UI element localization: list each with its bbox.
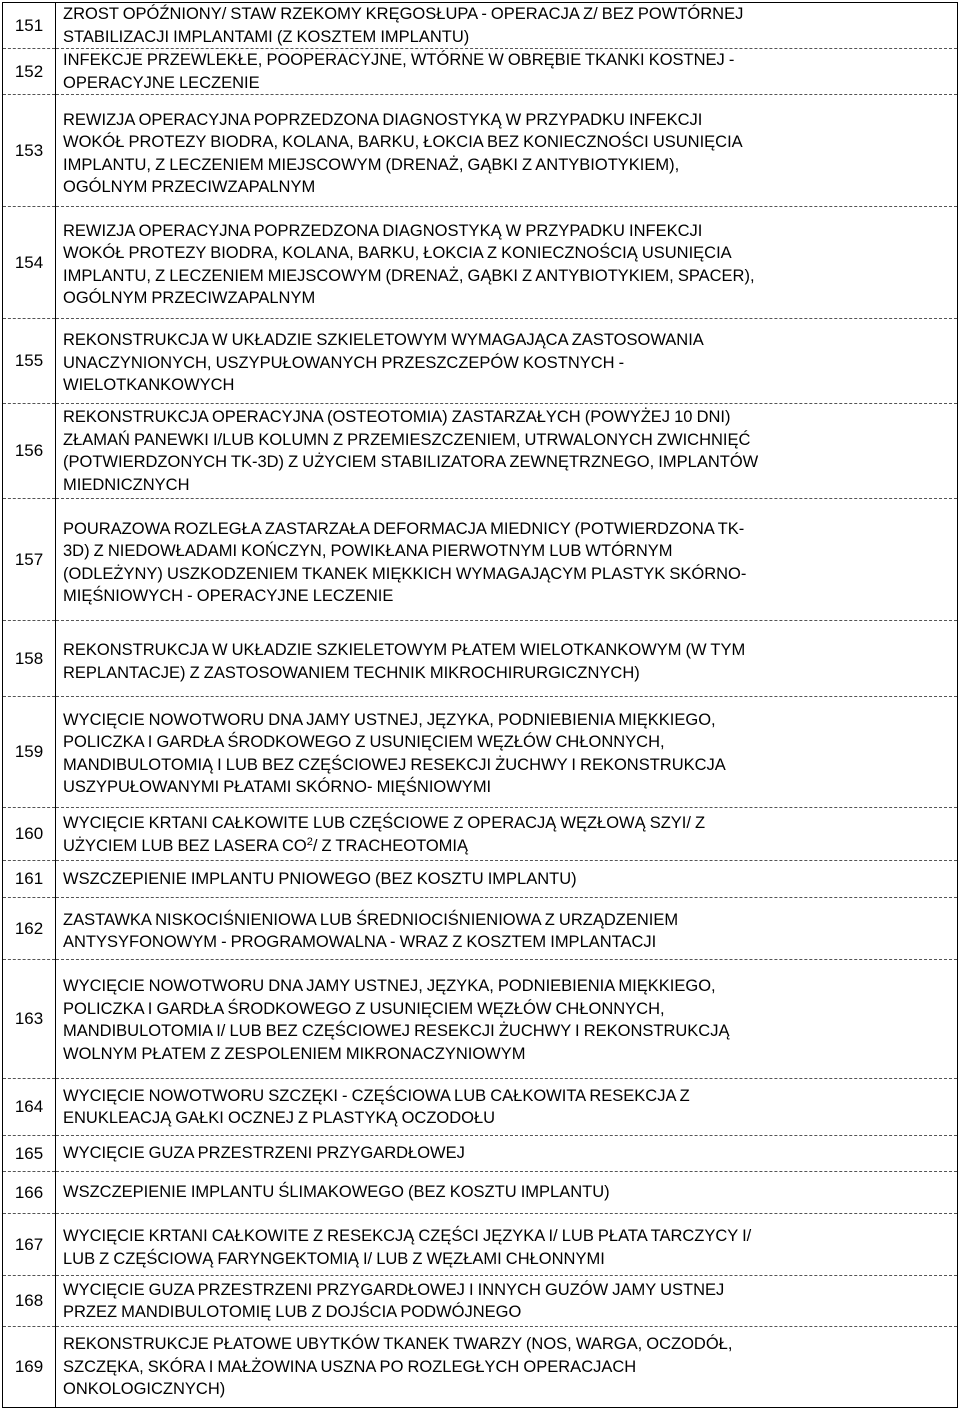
description-line	[63, 329, 953, 352]
row-number: 158	[3, 621, 56, 697]
description-line	[63, 406, 953, 429]
description-line-text: MIEDNICZNYCH	[63, 475, 190, 494]
description-line-text: REWIZJA OPERACYJNA POPRZEDZONA DIAGNOSTYKĄ W PRZYPADKU INFEKCJI	[63, 110, 703, 129]
description-line	[63, 1085, 953, 1108]
description-line	[63, 639, 953, 662]
description-line-text: INFEKCJE PRZEWLEKŁE, POOPERACYJNE, WTÓRNE W OBRĘBIE TKANKI KOSTNEJ -	[63, 51, 735, 69]
description-line	[63, 1107, 953, 1130]
superscript: 2	[306, 835, 313, 848]
description-line-text: WSZCZEPIENIE IMPLANTU PNIOWEGO (BEZ KOSZTU IMPLANTU)	[63, 869, 577, 888]
row-number: 156	[3, 404, 56, 499]
description-line-text: MANDIBULOTOMIA I/ LUB BEZ CZĘŚCIOWEJ RESEKCJI ŻUCHWY I REKONSTRUKCJĄ	[63, 1022, 730, 1040]
description-line-text: WOLNYM PŁATEM Z ZESPOLENIEM MIKRONACZYNIOWYM	[63, 1044, 526, 1063]
description-line-text: POLICZKA I GARDŁA ŚRODKOWEGO Z USUNIĘCIEM WĘZŁÓW CHŁONNYCH,	[63, 733, 665, 751]
description-line	[63, 1279, 953, 1302]
table-row	[3, 621, 958, 697]
table-row	[3, 1276, 958, 1327]
description-line-text: OGÓLNYM PRZECIWZAPALNYM	[63, 289, 316, 307]
description-line	[63, 776, 953, 799]
description-line-text: WYCIĘCIE GUZA PRZESTRZENI PRZYGARDŁOWEJ I INNYCH GUZÓW JAMY USTNEJ	[63, 1280, 725, 1299]
procedure-description	[56, 3, 958, 49]
description-line	[63, 1225, 953, 1248]
description-line-text: STABILIZACJI IMPLANTAMI (Z KOSZTEM IMPLANTU)	[63, 27, 470, 46]
description-line	[63, 1248, 953, 1271]
table-row	[3, 808, 958, 861]
procedure-description	[56, 898, 958, 960]
table-row	[3, 1136, 958, 1172]
description-line	[63, 662, 953, 685]
table-row	[3, 1327, 958, 1408]
description-line	[63, 1356, 953, 1379]
table-row	[3, 898, 958, 960]
description-line-text: UŻYCIEM LUB BEZ LASERA CO	[63, 836, 307, 855]
description-line-text: ZROST OPÓŹNIONY/ STAW RZEKOMY KRĘGOSŁUPA - OPERACJA Z/ BEZ POWTÓRNEJ	[63, 5, 744, 23]
table-row	[3, 207, 958, 319]
table-row	[3, 499, 958, 621]
description-line-text: IMPLANTU, Z LECZENIEM MIEJSCOWYM (DRENAŻ, GĄBKI Z ANTYBIOTYKIEM),	[63, 155, 680, 174]
description-line-text: SZCZĘKA, SKÓRA I MAŁŻOWINA USZNA PO ROZLEGŁYCH OPERACJACH	[63, 1357, 637, 1376]
description-line	[63, 265, 953, 288]
description-line	[63, 540, 953, 563]
procedure-description	[56, 861, 958, 898]
description-line-text: ENUKLEACJĄ GAŁKI OCZNEJ Z PLASTYKĄ OCZODOŁU	[63, 1109, 496, 1127]
description-line-text: WYCIĘCIE NOWOTWORU SZCZĘKI - CZĘŚCIOWA LUB CAŁKOWITA RESEKCJA Z	[63, 1086, 690, 1105]
description-line-text: REKONSTRUKCJA OPERACYJNA (OSTEOTOMIA) ZASTARZAŁYCH (POWYŻEJ 10 DNI)	[63, 408, 731, 426]
description-line-text: USZYPUŁOWANYMI PŁATAMI SKÓRNO- MIĘŚNIOWYMI	[63, 778, 492, 796]
description-line	[63, 109, 953, 132]
description-line-text: UNACZYNIONYCH, USZYPUŁOWANYCH PRZESZCZEPÓW KOSTNYCH -	[63, 353, 625, 372]
row-number: 164	[3, 1079, 56, 1136]
description-line-text: 3D) Z NIEDOWŁADAMI KOŃCZYN, POWIKŁANA PIERWOTNYM LUB WTÓRNYM	[63, 542, 673, 560]
procedure-description	[56, 499, 958, 621]
description-line	[63, 754, 953, 777]
procedure-description	[56, 808, 958, 861]
procedure-description	[56, 319, 958, 404]
description-line-text: REKONSTRUKCJA W UKŁADZIE SZKIELETOWYM PŁATEM WIELOTKANKOWYM (W TYM	[63, 641, 746, 659]
description-line	[63, 154, 953, 177]
description-line-text: (POTWIERDZONYCH TK-3D) Z UŻYCIEM STABILIZATORA ZEWNĘTRZNEGO, IMPLANTÓW	[63, 453, 759, 471]
description-line	[63, 518, 953, 541]
description-line-text: REWIZJA OPERACYJNA POPRZEDZONA DIAGNOSTYKĄ W PRZYPADKU INFEKCJI	[63, 221, 703, 240]
description-line	[63, 451, 953, 474]
procedure-description	[56, 95, 958, 207]
description-line	[63, 975, 953, 998]
row-number: 169	[3, 1327, 56, 1408]
row-number: 166	[3, 1172, 56, 1214]
row-number: 163	[3, 960, 56, 1079]
procedure-description	[56, 697, 958, 808]
description-line-text: ANTYSYFONOWYM - PROGRAMOWALNA - WRAZ Z KOSZTEM IMPLANTACJI	[63, 933, 657, 951]
description-line	[63, 131, 953, 154]
procedure-description	[56, 49, 958, 95]
description-line-text: ZASTAWKA NISKOCIŚNIENIOWA LUB ŚREDNIOCIŚNIENIOWA Z URZĄDZENIEM	[63, 910, 679, 929]
description-line-text: ZŁAMAŃ PANEWKI I/LUB KOLUMN Z PRZEMIESZCZENIEM, UTRWALONYCH ZWICHNIĘĆ	[63, 430, 751, 449]
description-line-text: REPLANTACJE) Z ZASTOSOWANIEM TECHNIK MIKROCHIRURGICZNYCH)	[63, 663, 640, 682]
procedures-table	[2, 2, 958, 1408]
description-line-text: WSZCZEPIENIE IMPLANTU ŚLIMAKOWEGO (BEZ KOSZTU IMPLANTU)	[63, 1183, 610, 1202]
description-line-text: REKONSTRUKCJE PŁATOWE UBYTKÓW TKANEK TWARZY (NOS, WARGA, OCZODÓŁ,	[63, 1335, 733, 1354]
description-line-text: WYCIĘCIE NOWOTWORU DNA JAMY USTNEJ, JĘZYKA, PODNIEBIENIA MIĘKKIEGO,	[63, 977, 716, 995]
procedure-description	[56, 621, 958, 697]
description-line-tail: / Z TRACHEOTOMIĄ	[312, 836, 469, 855]
description-line	[63, 242, 953, 265]
description-line-text: OGÓLNYM PRZECIWZAPALNYM	[63, 178, 316, 196]
description-line-text: MANDIBULOTOMIĄ I LUB BEZ CZĘŚCIOWEJ RESEKCJI ŻUCHWY I REKONSTRUKCJA	[63, 755, 726, 774]
row-number: 159	[3, 697, 56, 808]
description-line-text: IMPLANTU, Z LECZENIEM MIEJSCOWYM (DRENAŻ, GĄBKI Z ANTYBIOTYKIEM, SPACER),	[63, 266, 755, 285]
row-number: 157	[3, 499, 56, 621]
table-row	[3, 319, 958, 404]
description-line	[63, 909, 953, 932]
description-line	[63, 72, 953, 95]
row-number: 168	[3, 1276, 56, 1327]
description-line	[63, 1333, 953, 1356]
description-line	[63, 352, 953, 375]
description-line	[63, 176, 953, 199]
description-line	[63, 1301, 953, 1324]
description-line-text: WIELOTKANKOWYCH	[63, 376, 235, 395]
description-line	[63, 374, 953, 397]
row-number: 167	[3, 1214, 56, 1276]
description-line-text: PRZEZ MANDIBULOTOMIĘ LUB Z DOJŚCIA PODWÓJNEGO	[63, 1303, 522, 1321]
table-row	[3, 49, 958, 95]
row-number: 153	[3, 95, 56, 207]
table-row	[3, 95, 958, 207]
table-row	[3, 960, 958, 1079]
description-line	[63, 835, 953, 858]
procedure-description	[56, 960, 958, 1079]
description-line	[63, 1142, 953, 1165]
description-line	[63, 812, 953, 835]
description-line-text: ONKOLOGICZNYCH)	[63, 1380, 226, 1399]
description-line	[63, 3, 953, 26]
description-line	[63, 931, 953, 954]
procedure-description	[56, 1327, 958, 1408]
description-line	[63, 1181, 953, 1204]
procedures-table-body	[3, 3, 958, 1408]
description-line-text: WYCIĘCIE KRTANI CAŁKOWITE LUB CZĘŚCIOWE Z OPERACJĄ WĘZŁOWĄ SZYI/ Z	[63, 814, 706, 832]
row-number: 154	[3, 207, 56, 319]
description-line-text: WYCIĘCIE GUZA PRZESTRZENI PRZYGARDŁOWEJ	[63, 1144, 465, 1163]
procedure-description	[56, 1079, 958, 1136]
description-line-text: WOKÓŁ PROTEZY BIODRA, KOLANA, BARKU, ŁOKCIA BEZ KONIECZNOŚCI USUNIĘCIA	[63, 133, 743, 151]
description-line-text: POLICZKA I GARDŁA ŚRODKOWEGO Z USUNIĘCIEM WĘZŁÓW CHŁONNYCH,	[63, 999, 665, 1018]
description-line	[63, 49, 953, 72]
description-line	[63, 709, 953, 732]
description-line	[63, 868, 953, 891]
procedure-description	[56, 404, 958, 499]
description-line	[63, 1020, 953, 1043]
description-line	[63, 287, 953, 310]
description-line	[63, 429, 953, 452]
description-line-text: (ODLEŻYNY) USZKODZENIEM TKANEK MIĘKKICH WYMAGAJĄCYM PLASTYK SKÓRNO-	[63, 564, 747, 583]
procedure-description	[56, 1276, 958, 1327]
description-line-text: POURAZOWA ROZLEGŁA ZASTARZAŁA DEFORMACJA MIEDNICY (POTWIERDZONA TK-	[63, 519, 745, 538]
row-number: 161	[3, 861, 56, 898]
description-line	[63, 731, 953, 754]
description-line-text: WOKÓŁ PROTEZY BIODRA, KOLANA, BARKU, ŁOKCIA Z KONIECZNOŚCIĄ USUNIĘCIA	[63, 244, 732, 262]
description-line-text: WYCIĘCIE NOWOTWORU DNA JAMY USTNEJ, JĘZYKA, PODNIEBIENIA MIĘKKIEGO,	[63, 710, 716, 729]
description-line	[63, 220, 953, 243]
description-line	[63, 26, 953, 49]
description-line	[63, 585, 953, 608]
table-row	[3, 404, 958, 499]
procedure-description	[56, 207, 958, 319]
procedure-description	[56, 1214, 958, 1276]
row-number: 151	[3, 3, 56, 49]
table-row	[3, 1172, 958, 1214]
table-row	[3, 3, 958, 49]
procedure-description	[56, 1172, 958, 1214]
procedure-description	[56, 1136, 958, 1172]
description-line-text: MIĘŚNIOWYCH - OPERACYJNE LECZENIE	[63, 587, 394, 605]
description-line	[63, 998, 953, 1021]
row-number: 162	[3, 898, 56, 960]
row-number: 160	[3, 808, 56, 861]
description-line-text: OPERACYJNE LECZENIE	[63, 73, 260, 92]
table-row	[3, 1214, 958, 1276]
row-number: 165	[3, 1136, 56, 1172]
description-line	[63, 1378, 953, 1401]
description-line	[63, 563, 953, 586]
table-row	[3, 1079, 958, 1136]
row-number: 152	[3, 49, 56, 95]
description-line-text: REKONSTRUKCJA W UKŁADZIE SZKIELETOWYM WYMAGAJĄCA ZASTOSOWANIA	[63, 331, 704, 350]
row-number: 155	[3, 319, 56, 404]
description-line-text: LUB Z CZĘŚCIOWĄ FARYNGEKTOMIĄ I/ LUB Z WĘZŁAMI CHŁONNYMI	[63, 1249, 605, 1268]
table-row	[3, 697, 958, 808]
description-line	[63, 474, 953, 497]
description-line	[63, 1043, 953, 1066]
description-line-text: WYCIĘCIE KRTANI CAŁKOWITE Z RESEKCJĄ CZĘŚCI JĘZYKA I/ LUB PŁATA TARCZYCY I/	[63, 1227, 752, 1245]
table-row	[3, 861, 958, 898]
